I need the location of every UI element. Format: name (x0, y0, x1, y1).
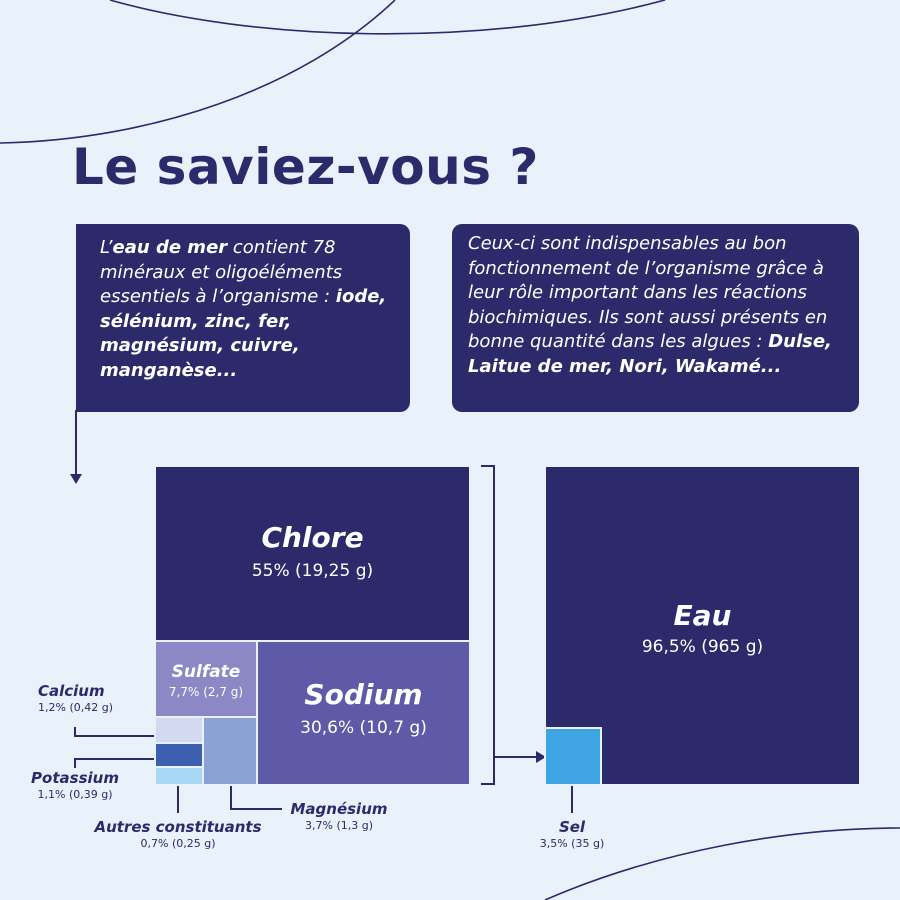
card-left-text: contient 78 minéraux et oligoéléments essentiels à l’organisme : (100, 237, 343, 307)
sulfate-block (154, 640, 258, 718)
calcium-value: 1,2% (0,42 g) (38, 701, 113, 714)
calcium-block (154, 716, 204, 744)
card-left-minerals: iode, sélénium, zinc, fer, magnésium, cuivre, manganèse... (100, 286, 387, 381)
calcium-annotation (38, 682, 113, 714)
page-title: Le saviez-vous ? (72, 138, 539, 196)
decor-curve-top (110, 0, 665, 34)
sulfate-value: 7,7% (2,7 g) (168, 685, 244, 699)
potassium-name: Potassium (31, 769, 119, 787)
sel-name: Sel (558, 818, 586, 836)
calcium-name: Calcium (38, 682, 105, 700)
sel-annotation (532, 818, 612, 850)
eau-label: Eau (673, 599, 732, 632)
chlore-block (154, 465, 471, 642)
info-card-seawater (76, 224, 410, 412)
card-left-prefix: L’ (100, 237, 113, 258)
composition-bracket (481, 466, 494, 784)
card-right-algae: Dulse, Laitue de mer, Nori, Wakamé... (468, 331, 832, 377)
card-left-highlight: eau de mer (112, 237, 228, 258)
autres-block (154, 766, 204, 786)
sulfate-label: Sulfate (171, 662, 241, 682)
magnesium-block (202, 716, 258, 786)
sel-value: 3,5% (35 g) (539, 837, 605, 850)
potassium-value: 1,1% (0,39 g) (37, 788, 113, 801)
sel-block (544, 727, 602, 786)
autres-annotation (80, 818, 276, 850)
sodium-label: Sodium (304, 678, 423, 711)
autres-name: Autres constituants (94, 818, 262, 836)
magnesium-value: 3,7% (1,3 g) (305, 819, 373, 832)
decor-curve-top-left (0, 0, 395, 143)
magnesium-name: Magnésium (290, 800, 388, 818)
sodium-value: 30,6% (10,7 g) (300, 718, 427, 738)
magnesium-annotation (280, 800, 398, 832)
sodium-block (256, 640, 471, 786)
potassium-annotation (18, 769, 132, 801)
autres-value: 0,7% (0,25 g) (140, 837, 216, 850)
card-right-text: Ceux-ci sont indispensables au bon fonctionnement de l’organisme grâce à leur rôle important dans les réactions biochimiques. Ils sont aussi présents en bonne quantité dans les algues : (468, 233, 828, 352)
chlore-label: Chlore (261, 521, 364, 554)
info-card-benefits (452, 224, 859, 412)
potassium-block (154, 742, 204, 768)
chlore-value: 55% (19,25 g) (251, 561, 374, 581)
eau-value: 96,5% (965 g) (641, 637, 764, 657)
card-arrow-head (70, 474, 82, 484)
